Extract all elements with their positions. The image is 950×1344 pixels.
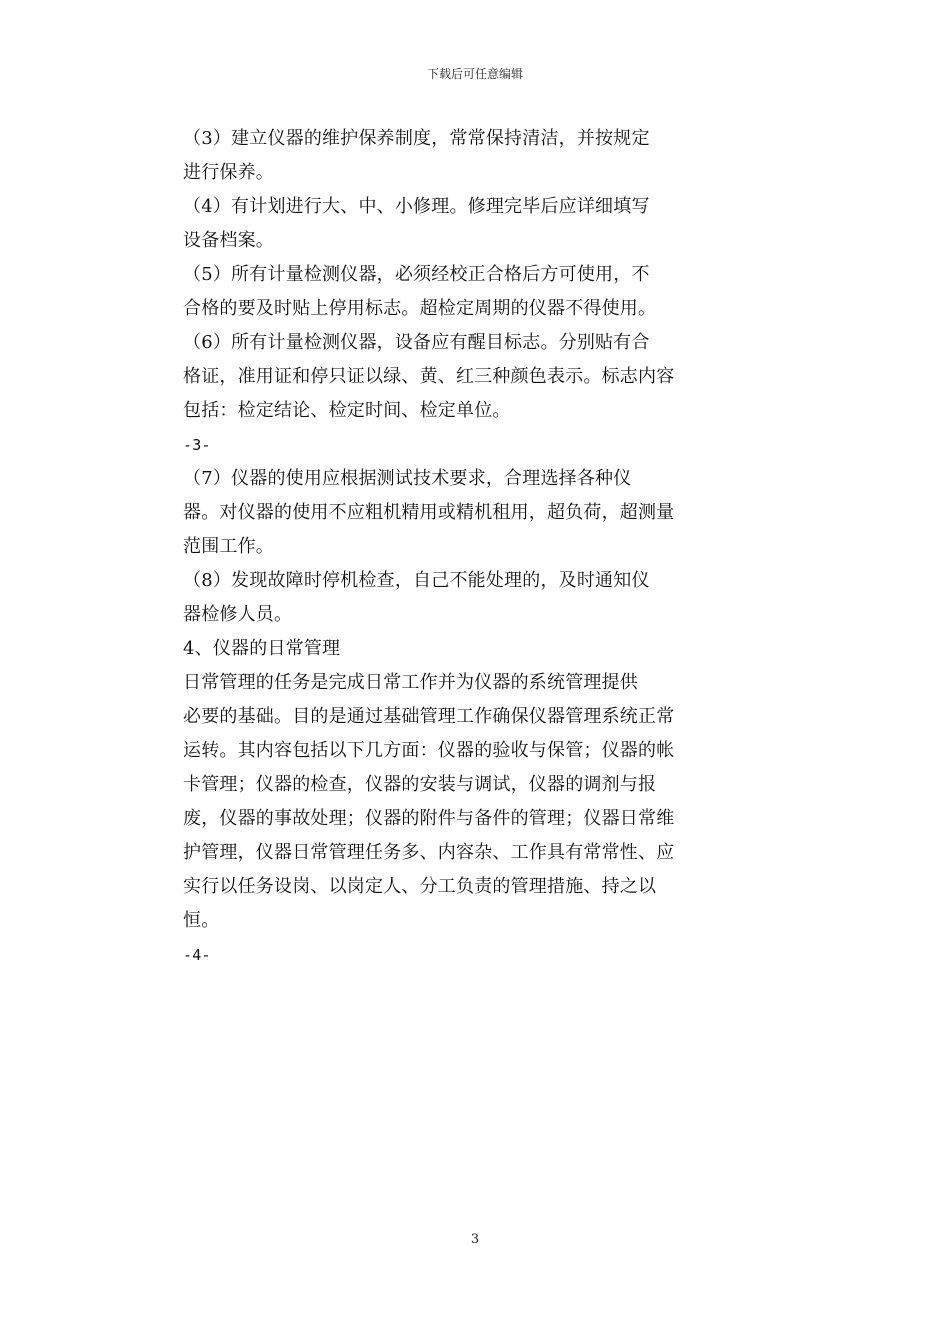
text-line: 日常管理的任务是完成日常工作并为仪器的系统管理提供 bbox=[183, 672, 638, 693]
text-line: （8）发现故障时停机检查，自己不能处理的，及时通知仪 bbox=[183, 570, 650, 591]
page-number: 3 bbox=[470, 1232, 480, 1247]
text-line: （3）建立仪器的维护保养制度，常常保持清洁，并按规定 bbox=[183, 128, 650, 149]
text-line: 进行保养。 bbox=[183, 162, 274, 183]
text-line: 包括：检定结论、检定时间、检定单位。 bbox=[183, 400, 511, 421]
text-line: 格证，准用证和停只证以绿、黄、红三种颜色表示。标志内容 bbox=[183, 366, 675, 387]
section-page-marker: -4- bbox=[183, 946, 211, 964]
document-body bbox=[183, 122, 713, 972]
text-line: （5）所有计量检测仪器，必须经校正合格后方可使用，不 bbox=[183, 264, 650, 285]
text-line: （6）所有计量检测仪器，设备应有醒目标志。分别贴有合 bbox=[183, 332, 650, 353]
text-line: 必要的基础。目的是通过基础管理工作确保仪器管理系统正常 bbox=[183, 706, 675, 727]
page-header: 下载后可任意编辑 bbox=[426, 67, 523, 81]
text-line: （4）有计划进行大、中、小修理。修理完毕后应详细填写 bbox=[183, 196, 650, 217]
text-line: 实行以任务设岗、以岗定人、分工负责的管理措施、持之以 bbox=[183, 876, 657, 897]
text-line: 运转。其内容包括以下几方面：仪器的验收与保管；仪器的帐 bbox=[183, 740, 675, 761]
text-line: 恒。 bbox=[183, 910, 220, 931]
text-line: 器检修人员。 bbox=[183, 604, 293, 625]
text-line: 废，仪器的事故处理；仪器的附件与备件的管理；仪器日常维 bbox=[183, 808, 675, 829]
section-page-marker: -3- bbox=[183, 436, 211, 454]
text-line: 合格的要及时贴上停用标志。超检定周期的仪器不得使用。 bbox=[183, 298, 657, 319]
text-line: 护管理，仪器日常管理任务多、内容杂、工作具有常常性、应 bbox=[183, 842, 675, 863]
text-line: 设备档案。 bbox=[183, 230, 274, 251]
text-line: 范围工作。 bbox=[183, 536, 274, 557]
text-line: 卡管理；仪器的检查，仪器的安装与调试，仪器的调剂与报 bbox=[183, 774, 657, 795]
text-line: 器。对仪器的使用不应粗机精用或精机租用，超负荷，超测量 bbox=[183, 502, 675, 523]
section-heading: 4、仪器的日常管理 bbox=[183, 638, 341, 659]
text-line: （7）仪器的使用应根据测试技术要求，合理选择各种仪 bbox=[183, 468, 632, 489]
